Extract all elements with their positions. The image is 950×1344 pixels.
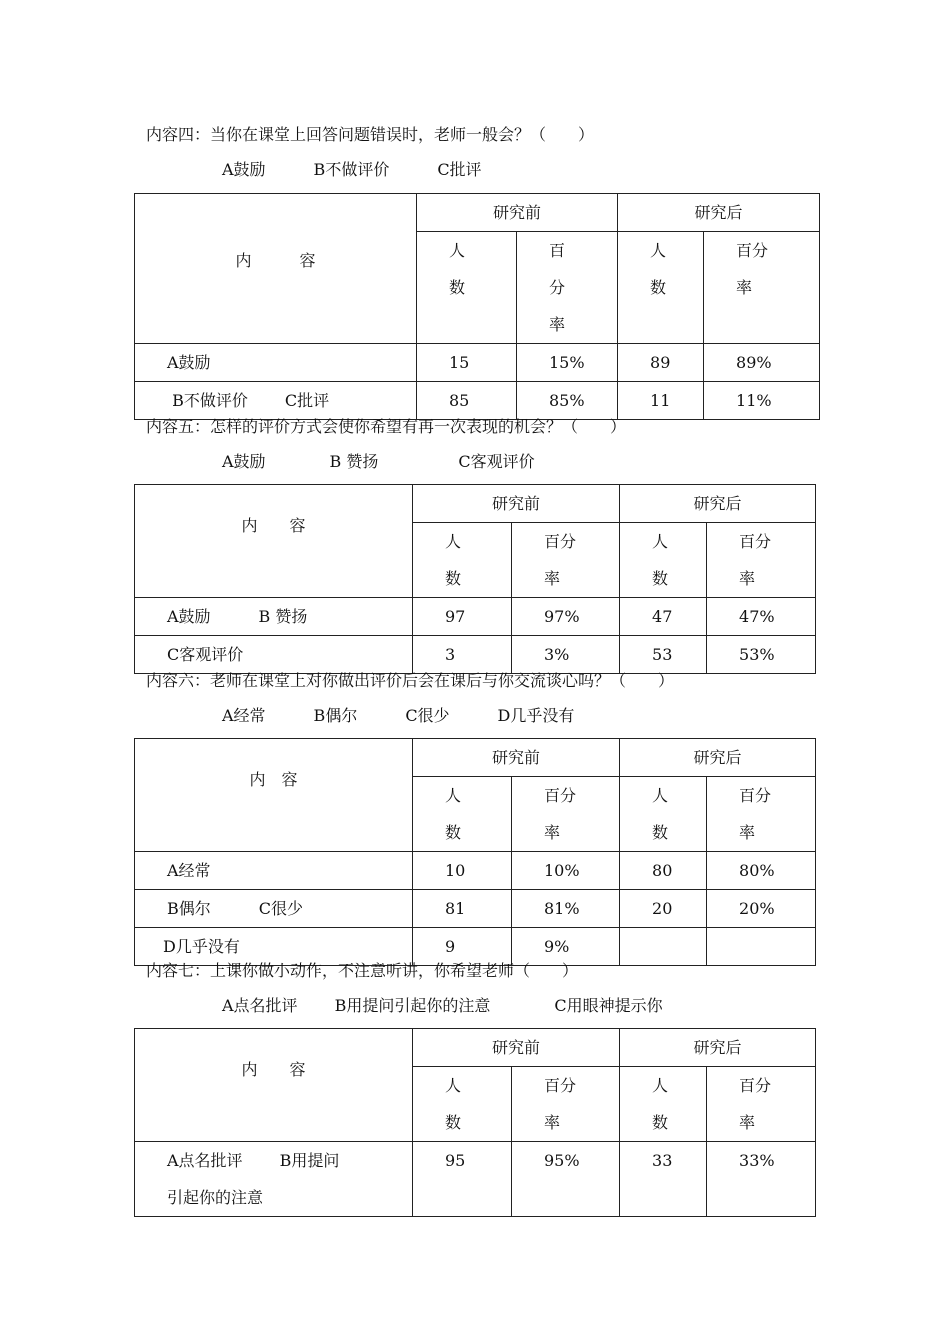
pct-header: 百分 率 xyxy=(512,523,620,598)
cell-count: 15 xyxy=(417,344,517,382)
options-7: A点名批评 B用提问引起你的注意 C用眼神提示你 xyxy=(222,996,663,1015)
content-header: 内 容 xyxy=(135,739,413,852)
cell-pct: 3% xyxy=(512,636,620,674)
cell-pct: 95% xyxy=(512,1142,620,1217)
count-header: 人 数 xyxy=(413,777,512,852)
cell-count: 33 xyxy=(620,1142,707,1217)
cell-count: 3 xyxy=(413,636,512,674)
table-7 xyxy=(134,1028,816,1217)
cell-pct: 80% xyxy=(707,852,816,890)
pct-header: 百分 率 xyxy=(512,777,620,852)
cell-count: 80 xyxy=(620,852,707,890)
table-6 xyxy=(134,738,816,966)
after-header: 研究后 xyxy=(618,194,820,232)
table-5 xyxy=(134,484,816,674)
before-header: 研究前 xyxy=(417,194,618,232)
question-6: 内容六：老师在课堂上对你做出评价后会在课后与你交流谈心吗？（ ） xyxy=(146,671,675,690)
cell-count: 10 xyxy=(413,852,512,890)
pct-header: 百分 率 xyxy=(707,523,816,598)
cell-count: 9 xyxy=(413,928,512,966)
cell-pct: 15% xyxy=(517,344,618,382)
options-4: A鼓励 B不做评价 C批评 xyxy=(222,160,482,179)
count-header: 人 数 xyxy=(620,1067,707,1142)
content-header: 内 容 xyxy=(135,485,413,598)
row-label: A鼓励 B 赞扬 xyxy=(135,598,413,636)
pct-header: 百分 率 xyxy=(707,777,816,852)
question-4: 内容四：当你在课堂上回答问题错误时，老师一般会？（ ） xyxy=(146,125,595,144)
cell-count: 85 xyxy=(417,382,517,420)
cell-count: 53 xyxy=(620,636,707,674)
cell-count: 89 xyxy=(618,344,704,382)
cell-count: 95 xyxy=(413,1142,512,1217)
cell-pct: 85% xyxy=(517,382,618,420)
cell-pct: 20% xyxy=(707,890,816,928)
count-header: 人 数 xyxy=(618,232,704,344)
cell-pct: 9% xyxy=(512,928,620,966)
cell-pct: 33% xyxy=(707,1142,816,1217)
pct-header: 百分 率 xyxy=(707,1067,816,1142)
cell-pct xyxy=(707,928,816,966)
cell-pct: 89% xyxy=(704,344,820,382)
pct-header: 百分 率 xyxy=(512,1067,620,1142)
cell-pct: 11% xyxy=(704,382,820,420)
count-header: 人 数 xyxy=(620,777,707,852)
cell-count xyxy=(620,928,707,966)
cell-count: 97 xyxy=(413,598,512,636)
cell-count: 47 xyxy=(620,598,707,636)
pct-header: 百分 率 xyxy=(704,232,820,344)
row-label: A鼓励 xyxy=(135,344,417,382)
count-header: 人 数 xyxy=(413,523,512,598)
after-header: 研究后 xyxy=(620,739,816,777)
count-header: 人 数 xyxy=(413,1067,512,1142)
options-5: A鼓励 B 赞扬 C客观评价 xyxy=(222,452,535,471)
count-header: 人 数 xyxy=(620,523,707,598)
table-4 xyxy=(134,193,820,420)
row-label: C客观评价 xyxy=(135,636,413,674)
cell-pct: 97% xyxy=(512,598,620,636)
before-header: 研究前 xyxy=(413,1029,620,1067)
cell-pct: 47% xyxy=(707,598,816,636)
count-header: 人 数 xyxy=(417,232,517,344)
question-7: 内容七：上课你做小动作，不注意听讲，你希望老师（ ） xyxy=(146,961,579,980)
row-label: B偶尔 C很少 xyxy=(135,890,413,928)
options-6: A经常 B偶尔 C很少 D几乎没有 xyxy=(222,706,575,725)
row-label: A经常 xyxy=(135,852,413,890)
before-header: 研究前 xyxy=(413,485,620,523)
cell-count: 11 xyxy=(618,382,704,420)
row-label: A点名批评 B用提问 引起你的注意 xyxy=(135,1142,413,1217)
after-header: 研究后 xyxy=(620,1029,816,1067)
row-label: D几乎没有 xyxy=(135,928,413,966)
row-label: B不做评价 C批评 xyxy=(135,382,417,420)
before-header: 研究前 xyxy=(413,739,620,777)
cell-pct: 53% xyxy=(707,636,816,674)
after-header: 研究后 xyxy=(620,485,816,523)
cell-pct: 10% xyxy=(512,852,620,890)
content-header: 内 容 xyxy=(135,1029,413,1142)
content-header: 内 容 xyxy=(135,194,417,344)
pct-header: 百 分 率 xyxy=(517,232,618,344)
cell-count: 20 xyxy=(620,890,707,928)
question-5: 内容五：怎样的评价方式会使你希望有再一次表现的机会？（ ） xyxy=(146,417,627,436)
cell-pct: 81% xyxy=(512,890,620,928)
cell-count: 81 xyxy=(413,890,512,928)
